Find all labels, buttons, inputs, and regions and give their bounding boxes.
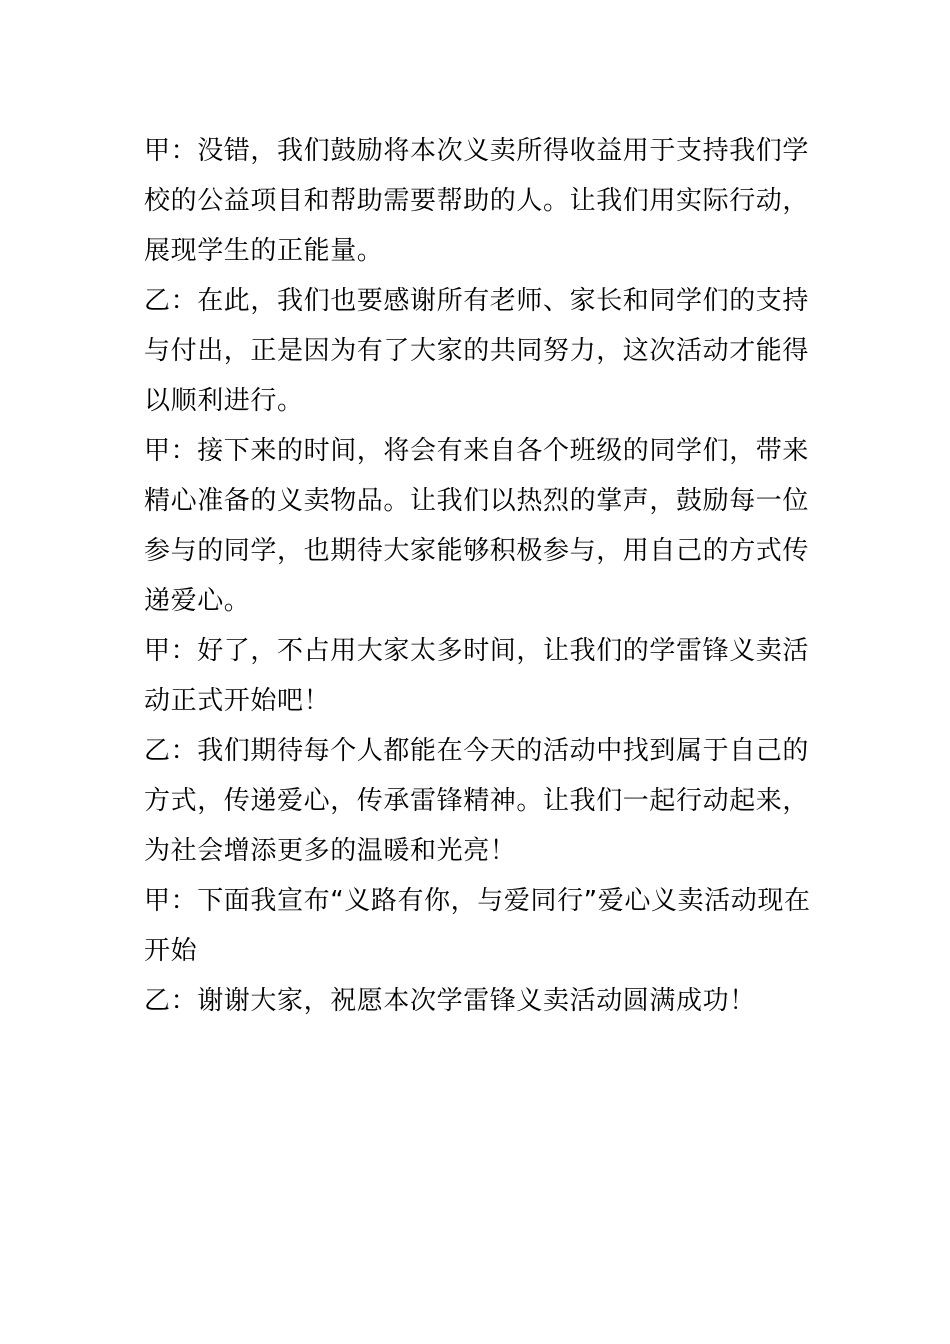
paragraph-7: 乙：谢谢大家，祝愿本次学雷锋义卖活动圆满成功！ (144, 986, 756, 1016)
paragraph-1: 甲：没错，我们鼓励将本次义卖所得收益用于支持我们学校的公益项目和帮助需要帮助的人。让我们用实际行动，展现学生的正能量。 (144, 136, 810, 266)
paragraph-6: 甲：下面我宣布“义路有你，与爱同行”爱心义卖活动现在开始 (144, 886, 811, 966)
paragraph-4: 甲：好了，不占用大家太多时间，让我们的学雷锋义卖活动正式开始吧！ (144, 636, 810, 716)
document-body (144, 126, 814, 1026)
paragraph-3: 甲：接下来的时间，将会有来自各个班级的同学们，带来精心准备的义卖物品。让我们以热烈的掌声，鼓励每一位参与的同学，也期待大家能够积极参与，用自己的方式传递爱心。 (144, 436, 810, 616)
paragraph-5: 乙：我们期待每个人都能在今天的活动中找到属于自己的方式，传递爱心，传承雷锋精神。让我们一起行动起来，为社会增添更多的温暖和光亮！ (144, 736, 810, 866)
paragraph-2: 乙：在此，我们也要感谢所有老师、家长和同学们的支持与付出，正是因为有了大家的共同努力，这次活动才能得以顺利进行。 (144, 286, 810, 416)
